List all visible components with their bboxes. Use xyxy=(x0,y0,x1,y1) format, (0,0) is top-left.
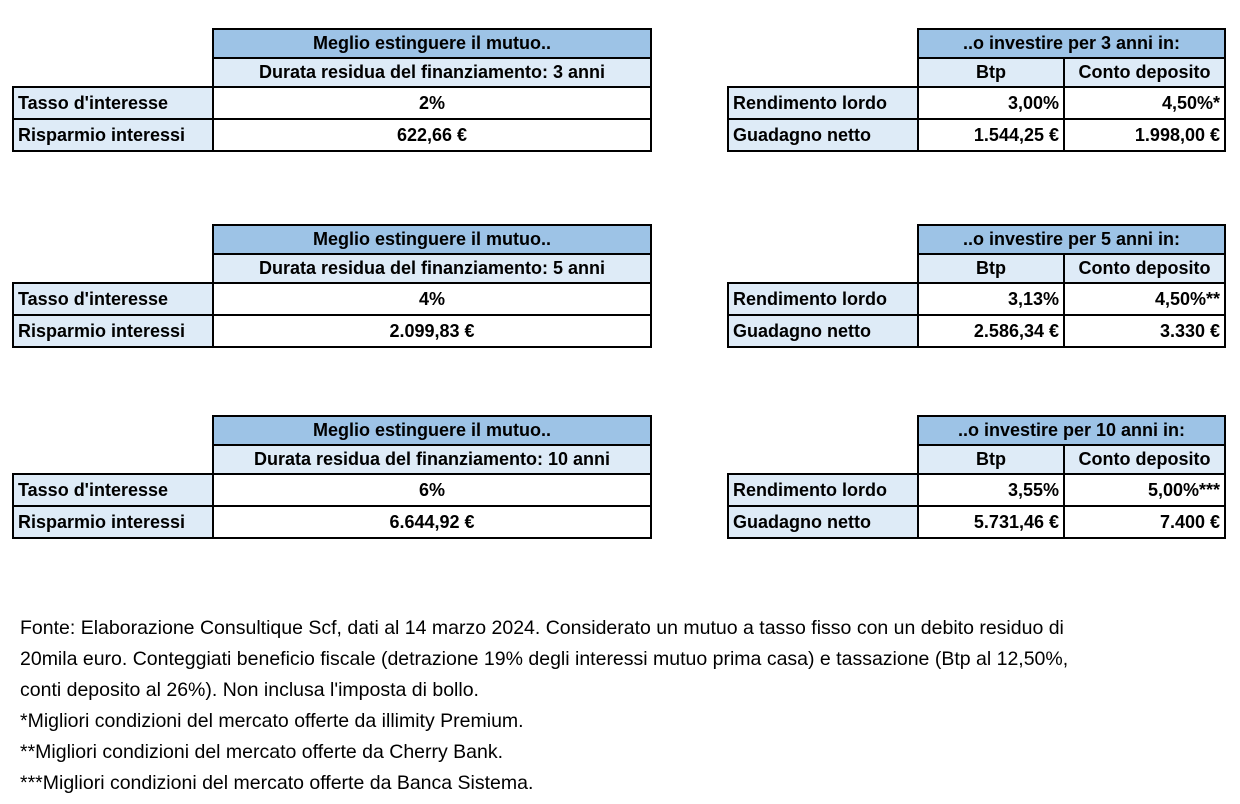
table-row xyxy=(13,506,651,538)
table-row xyxy=(13,283,651,315)
table-row xyxy=(728,119,1225,151)
table-row xyxy=(13,119,651,151)
table-subtitle: Durata residua del finanziamento: 5 anni xyxy=(213,254,651,283)
table-row xyxy=(13,315,651,347)
source-note xyxy=(20,613,1230,799)
row-label: Rendimento lordo xyxy=(728,87,918,119)
spacer-cell xyxy=(728,225,918,254)
row-value-conto: 4,50%* xyxy=(1064,87,1225,119)
row-value-btp: 3,55% xyxy=(918,474,1064,506)
row-value: 6.644,92 € xyxy=(213,506,651,538)
row-value-btp: 3,00% xyxy=(918,87,1064,119)
spacer-cell xyxy=(13,254,213,283)
spacer-cell xyxy=(728,58,918,87)
row-label: Risparmio interessi xyxy=(13,119,213,151)
spacer-cell xyxy=(728,416,918,445)
row-label: Guadagno netto xyxy=(728,315,918,347)
footnote-cherry-bank: **Migliori condizioni del mercato offerte da Cherry Bank. xyxy=(20,741,504,763)
row-label: Rendimento lordo xyxy=(728,474,918,506)
table-investire-5-anni xyxy=(727,224,1226,348)
row-label: Guadagno netto xyxy=(728,119,918,151)
row-label: Tasso d'interesse xyxy=(13,87,213,119)
table-row xyxy=(728,283,1225,315)
row-value-btp: 1.544,25 € xyxy=(918,119,1064,151)
table-title: ..o investire per 10 anni in: xyxy=(918,416,1225,445)
column-header-btp: Btp xyxy=(918,58,1064,87)
row-value-conto: 7.400 € xyxy=(1064,506,1225,538)
footnote-illimity: *Migliori condizioni del mercato offerte da illimity Premium. xyxy=(20,710,524,732)
table-row xyxy=(728,506,1225,538)
table-subtitle: Durata residua del finanziamento: 10 anni xyxy=(213,445,651,474)
row-label: Rendimento lordo xyxy=(728,283,918,315)
column-header-btp: Btp xyxy=(918,254,1064,283)
footnote-banca-sistema: ***Migliori condizioni del mercato offerte da Banca Sistema. xyxy=(20,772,534,794)
spacer-cell xyxy=(13,58,213,87)
row-label: Guadagno netto xyxy=(728,506,918,538)
row-label: Tasso d'interesse xyxy=(13,474,213,506)
column-header-conto-deposito: Conto deposito xyxy=(1064,254,1225,283)
table-estinguere-mutuo-5-anni xyxy=(12,224,652,348)
row-value-conto: 5,00%*** xyxy=(1064,474,1225,506)
table-subtitle: Durata residua del finanziamento: 3 anni xyxy=(213,58,651,87)
spacer-cell xyxy=(728,254,918,283)
table-investire-3-anni xyxy=(727,28,1226,152)
table-row xyxy=(13,87,651,119)
table-row xyxy=(728,474,1225,506)
column-header-btp: Btp xyxy=(918,445,1064,474)
table-estinguere-mutuo-10-anni xyxy=(12,415,652,539)
spacer-cell xyxy=(13,225,213,254)
row-value-conto: 3.330 € xyxy=(1064,315,1225,347)
row-value: 2.099,83 € xyxy=(213,315,651,347)
row-value: 6% xyxy=(213,474,651,506)
row-value: 622,66 € xyxy=(213,119,651,151)
table-title: ..o investire per 5 anni in: xyxy=(918,225,1225,254)
table-row xyxy=(728,315,1225,347)
spacer-cell xyxy=(728,29,918,58)
row-value-btp: 2.586,34 € xyxy=(918,315,1064,347)
table-title: Meglio estinguere il mutuo.. xyxy=(213,29,651,58)
row-label: Tasso d'interesse xyxy=(13,283,213,315)
table-title: ..o investire per 3 anni in: xyxy=(918,29,1225,58)
spacer-cell xyxy=(13,29,213,58)
row-value: 4% xyxy=(213,283,651,315)
row-value-btp: 5.731,46 € xyxy=(918,506,1064,538)
row-value-conto: 4,50%** xyxy=(1064,283,1225,315)
row-value-conto: 1.998,00 € xyxy=(1064,119,1225,151)
spacer-cell xyxy=(13,416,213,445)
row-label: Risparmio interessi xyxy=(13,315,213,347)
table-investire-10-anni xyxy=(727,415,1226,539)
row-label: Risparmio interessi xyxy=(13,506,213,538)
table-row xyxy=(728,87,1225,119)
table-row xyxy=(13,474,651,506)
table-title: Meglio estinguere il mutuo.. xyxy=(213,416,651,445)
spacer-cell xyxy=(13,445,213,474)
column-header-conto-deposito: Conto deposito xyxy=(1064,58,1225,87)
row-value: 2% xyxy=(213,87,651,119)
source-note-line: Fonte: Elaborazione Consultique Scf, dati al 14 marzo 2024. Considerato un mutuo a tasso fisso con un debito residuo di xyxy=(20,617,1064,639)
source-note-line: 20mila euro. Conteggiati beneficio fiscale (detrazione 19% degli interessi mutuo prima casa) e tassazione (Btp al 12,50%, xyxy=(20,648,1069,670)
row-value-btp: 3,13% xyxy=(918,283,1064,315)
column-header-conto-deposito: Conto deposito xyxy=(1064,445,1225,474)
source-note-line: conti deposito al 26%). Non inclusa l'imposta di bollo. xyxy=(20,679,479,701)
table-title: Meglio estinguere il mutuo.. xyxy=(213,225,651,254)
table-estinguere-mutuo-3-anni xyxy=(12,28,652,152)
spacer-cell xyxy=(728,445,918,474)
